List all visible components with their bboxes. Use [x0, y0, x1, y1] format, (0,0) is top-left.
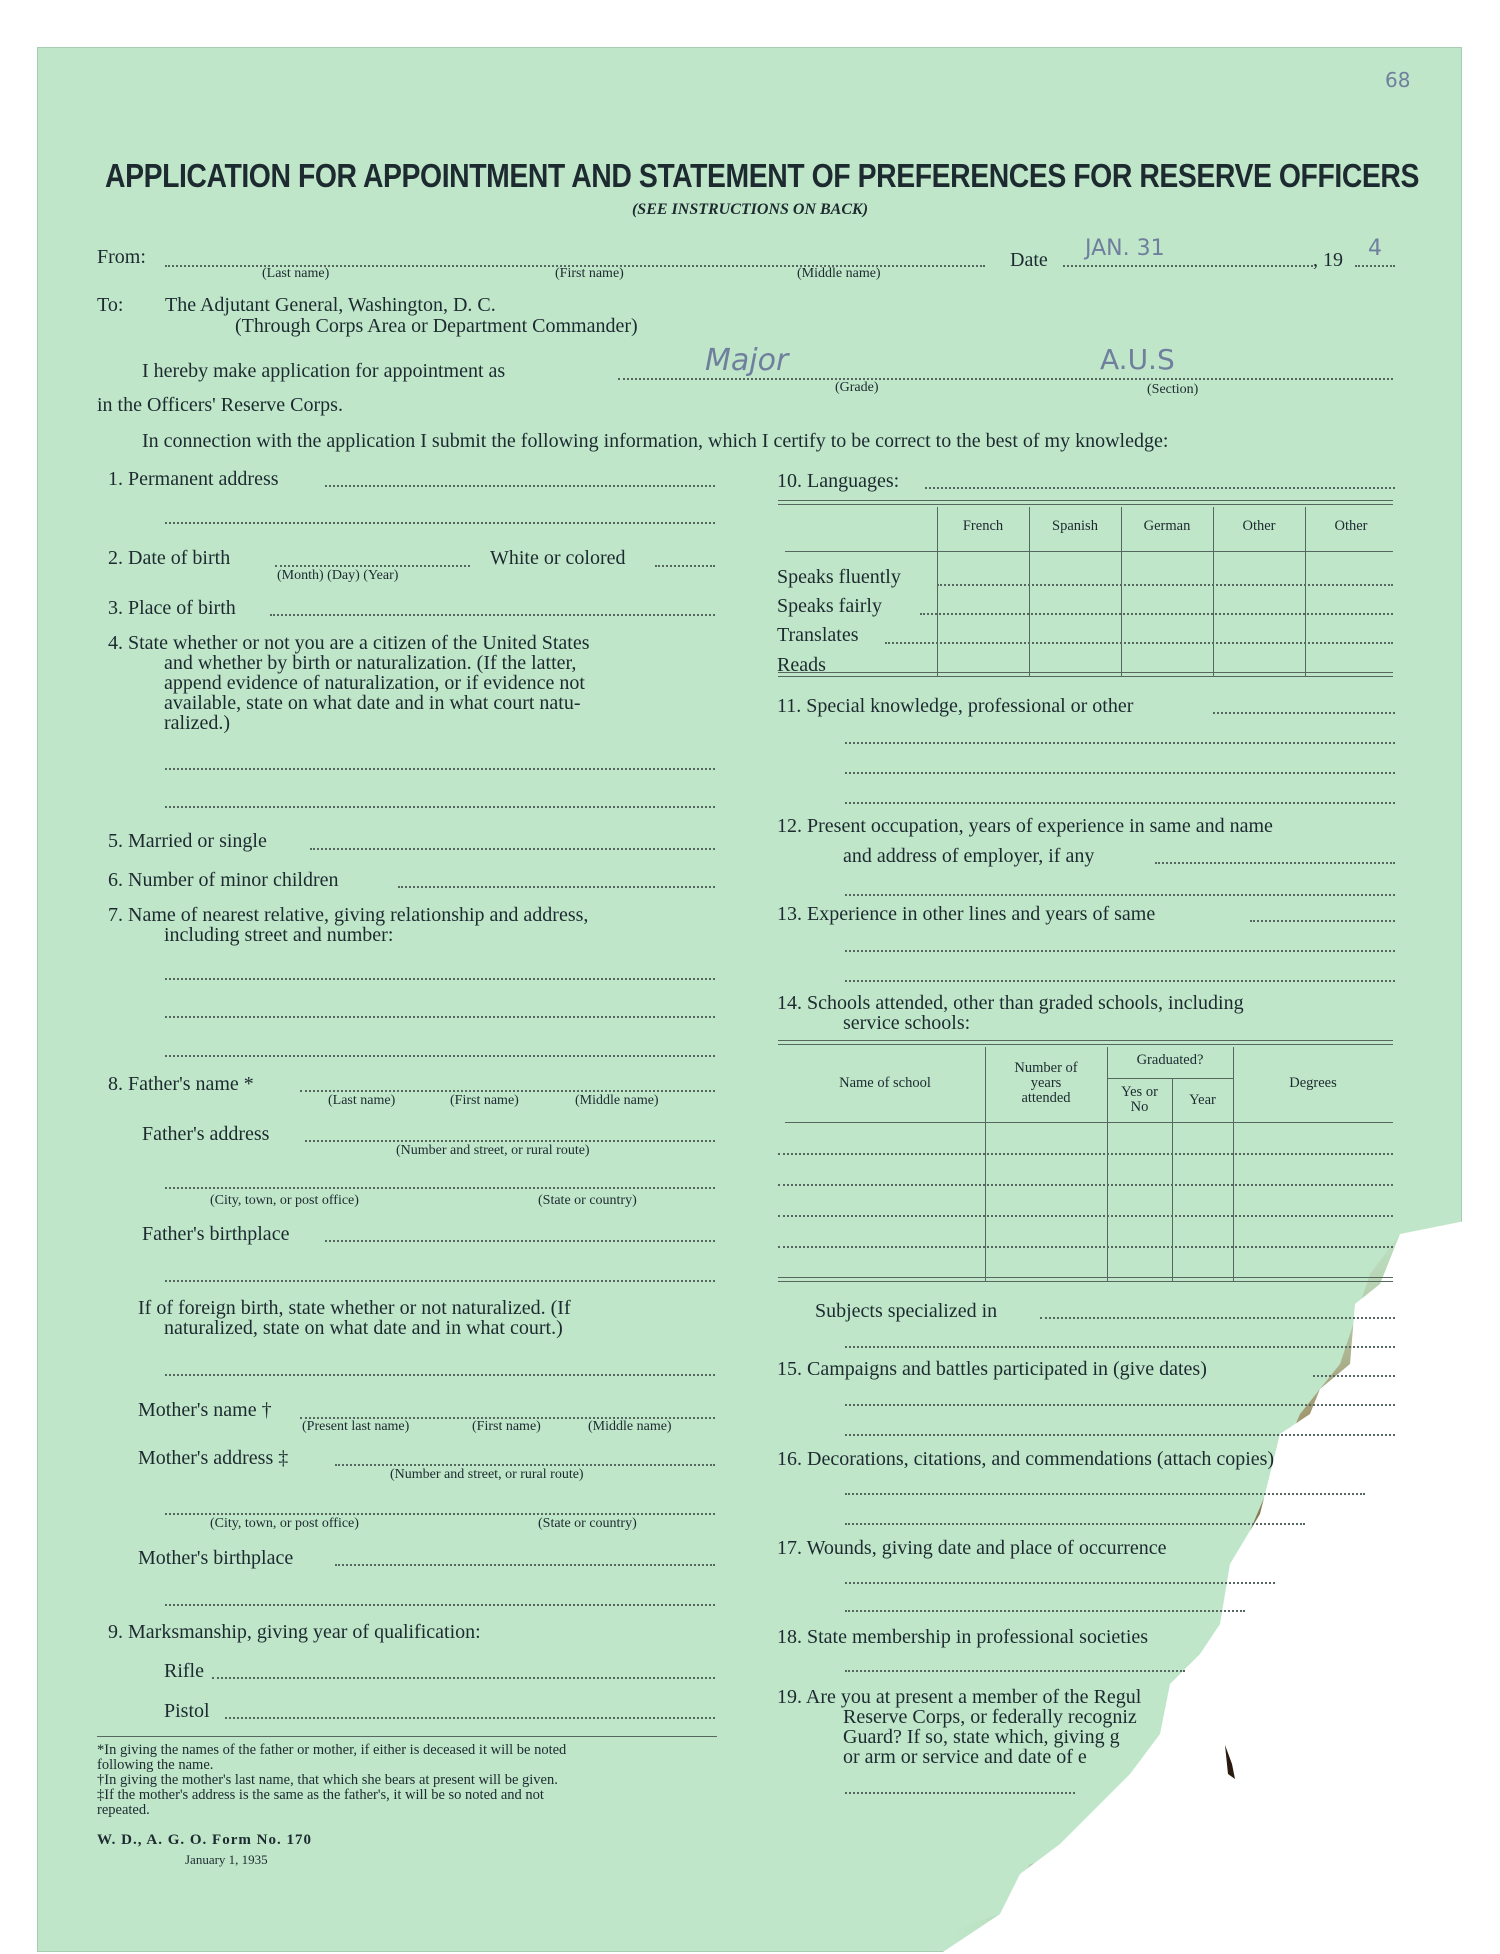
father-street-label: (Number and street, or rural route)	[396, 1143, 590, 1158]
lang-header-rule-2	[937, 551, 1393, 552]
school-table-bottom-rule	[778, 1277, 1393, 1282]
occupation-field-2[interactable]	[845, 894, 1395, 896]
naturalization-field[interactable]	[165, 1374, 715, 1376]
father-state-label: (State or country)	[538, 1193, 637, 1208]
q9-marksmanship: 9. Marksmanship, giving year of qualification:	[108, 1621, 481, 1643]
foreign-line-0: If of foreign birth, state whether or not naturalized. (If	[138, 1297, 571, 1319]
societies-field[interactable]	[845, 1670, 1185, 1672]
q4-line-0: 4. State whether or not you are a citizen of the United States	[108, 632, 590, 654]
date-field[interactable]	[1063, 265, 1313, 267]
lang-row-fluently: Speaks fluently	[777, 566, 901, 588]
form-title: APPLICATION FOR APPOINTMENT AND STATEMENT OF PREFERENCES FOR RESERVE OFFICERS	[105, 157, 1419, 194]
to-line1: The Adjutant General, Washington, D. C.	[165, 294, 496, 316]
children-field[interactable]	[398, 886, 715, 888]
fathers-address-label: Father's address	[142, 1123, 270, 1145]
grade-value: Major	[705, 343, 789, 378]
school-col-years-1: years	[1030, 1075, 1062, 1091]
form-date: January 1, 1935	[185, 1852, 268, 1867]
mother-street-label: (Number and street, or rural route)	[390, 1467, 584, 1482]
father-city-field[interactable]	[165, 1187, 715, 1189]
father-first-label: (First name)	[450, 1093, 519, 1108]
languages-field[interactable]	[925, 487, 1395, 489]
citizenship-field[interactable]	[165, 768, 715, 770]
dob-sublabel: (Month) (Day) (Year)	[277, 568, 399, 583]
q5-married-or-single: 5. Married or single	[108, 830, 267, 852]
subjects-specialized: Subjects specialized in	[815, 1300, 998, 1322]
year-field[interactable]	[1355, 265, 1395, 267]
lang-row-line[interactable]	[885, 642, 1393, 644]
footnote-0: *In giving the names of the father or mother, if either is deceased it will be noted	[97, 1742, 567, 1758]
year-value: 4	[1368, 236, 1382, 261]
date-label: Date	[1010, 249, 1048, 271]
footnote-2: †In giving the mother's last name, that which she bears at present will be given.	[97, 1772, 558, 1788]
lang-header-rule	[785, 551, 937, 552]
knowledge-field-2[interactable]	[845, 742, 1395, 744]
grade-label: (Grade)	[835, 380, 879, 395]
mother-state-label: (State or country)	[538, 1516, 637, 1531]
mothers-name-label: Mother's name †	[138, 1399, 272, 1421]
application-text: I hereby make application for appointment as	[142, 360, 506, 382]
occupation-field[interactable]	[1155, 862, 1395, 864]
subjects-field-2[interactable]	[845, 1346, 1395, 1348]
foreign-line-1: naturalized, state on what date and in what court.)	[164, 1317, 563, 1339]
mother-birthplace-field[interactable]	[335, 1564, 715, 1566]
q4-line-2: append evidence of naturalization, or if evidence not	[164, 672, 585, 694]
lang-col-other: Other	[1242, 518, 1276, 534]
marital-field[interactable]	[310, 848, 715, 850]
q19-line-2: Guard? If so, state which, giving g	[843, 1726, 1120, 1748]
experience-field-2[interactable]	[845, 950, 1395, 952]
q1-permanent-address: 1. Permanent address	[108, 468, 279, 490]
rifle-label: Rifle	[164, 1660, 204, 1682]
lang-col-spanish: Spanish	[1052, 518, 1098, 534]
section-label: (Section)	[1147, 382, 1199, 397]
last-name-label: (Last name)	[262, 266, 330, 281]
mother-middle-label: (Middle name)	[588, 1419, 672, 1434]
school-row[interactable]	[778, 1184, 1393, 1186]
section-value: A.U.S	[1100, 343, 1175, 376]
q12-line-1: and address of employer, if any	[843, 845, 1095, 867]
decorations-field[interactable]	[845, 1493, 1365, 1495]
q4-line-1: and whether by birth or naturalization. (If the latter,	[164, 652, 577, 674]
school-row[interactable]	[778, 1246, 1393, 1248]
mother-last-label: (Present last name)	[302, 1419, 410, 1434]
lang-table-bottom-rule	[778, 672, 1393, 677]
father-birthplace-field-2[interactable]	[165, 1280, 715, 1282]
q13-experience: 13. Experience in other lines and years of same	[777, 903, 1156, 925]
form-number: W. D., A. G. O. Form No. 170	[97, 1832, 312, 1848]
footnote-3: ‡If the mother's address is the same as the father's, it will be so noted and not	[97, 1787, 544, 1803]
lang-row-fairly: Speaks fairly	[777, 595, 882, 617]
q15-campaigns: 15. Campaigns and battles participated in (give dates)	[777, 1358, 1207, 1380]
father-middle-label: (Middle name)	[575, 1093, 659, 1108]
graduated-rule	[1107, 1078, 1233, 1079]
lang-row-line[interactable]	[920, 613, 1393, 615]
q10-languages: 10. Languages:	[777, 470, 900, 492]
q14-line-1: service schools:	[843, 1012, 971, 1034]
grade-section-field[interactable]	[618, 378, 1393, 380]
relative-field-3[interactable]	[165, 1055, 715, 1057]
race-field[interactable]	[655, 565, 715, 567]
q19-line-1: Reserve Corps, or federally recogniz	[843, 1706, 1137, 1728]
father-address-field[interactable]	[305, 1140, 715, 1142]
citizenship-field-2[interactable]	[165, 806, 715, 808]
q6-minor-children: 6. Number of minor children	[108, 869, 339, 891]
q17-wounds: 17. Wounds, giving date and place of occurrence	[777, 1537, 1167, 1559]
lang-table-top-rule	[778, 500, 1393, 505]
father-last-label: (Last name)	[328, 1093, 396, 1108]
place-of-birth-field[interactable]	[270, 614, 715, 616]
footnote-4: repeated.	[97, 1802, 150, 1818]
page-number: 68	[1385, 68, 1411, 92]
mother-city-label: (City, town, or post office)	[210, 1516, 359, 1531]
school-row[interactable]	[778, 1153, 1393, 1155]
decorations-field-2[interactable]	[845, 1523, 1305, 1525]
membership-field[interactable]	[845, 1792, 1075, 1794]
lang-col-german: German	[1143, 518, 1191, 534]
q7-line-1: including street and number:	[164, 924, 394, 946]
wounds-field-2[interactable]	[845, 1610, 1245, 1612]
mother-first-label: (First name)	[472, 1419, 541, 1434]
school-col-name: Name of school	[839, 1075, 931, 1091]
date-value: JAN. 31	[1085, 236, 1165, 261]
mother-address-field[interactable]	[335, 1464, 715, 1466]
q2-date-of-birth: 2. Date of birth	[108, 547, 231, 569]
q4-line-4: ralized.)	[164, 712, 231, 734]
rifle-field[interactable]	[212, 1677, 715, 1679]
school-col-years-2: attended	[1021, 1090, 1071, 1106]
dob-field[interactable]	[275, 565, 470, 567]
experience-field[interactable]	[1250, 920, 1395, 922]
school-header-rule	[785, 1122, 1393, 1123]
q8-fathers-name: 8. Father's name *	[108, 1073, 254, 1095]
campaigns-field-3[interactable]	[845, 1434, 1395, 1436]
knowledge-field-3[interactable]	[845, 772, 1395, 774]
father-name-field[interactable]	[300, 1090, 715, 1092]
knowledge-field[interactable]	[1213, 712, 1395, 714]
q3-place-of-birth: 3. Place of birth	[108, 597, 236, 619]
relative-field[interactable]	[165, 978, 715, 980]
school-row[interactable]	[778, 1215, 1393, 1217]
q4-line-3: available, state on what date and in what court natu-	[164, 692, 581, 714]
pistol-label: Pistol	[164, 1700, 210, 1722]
school-col-year: Year	[1189, 1092, 1216, 1108]
school-col-degrees: Degrees	[1289, 1075, 1337, 1091]
q18-societies: 18. State membership in professional societies	[777, 1626, 1149, 1648]
school-table-top-rule	[778, 1040, 1393, 1045]
experience-field-3[interactable]	[845, 980, 1395, 982]
lang-row-translates: Translates	[777, 624, 859, 646]
subjects-field[interactable]	[1040, 1317, 1395, 1319]
mother-birthplace-field-2[interactable]	[165, 1604, 715, 1606]
wounds-field[interactable]	[845, 1582, 1275, 1584]
middle-name-label: (Middle name)	[797, 266, 881, 281]
from-label: From:	[97, 246, 146, 268]
lang-col-french: French	[962, 518, 1004, 534]
lang-row-reads: Reads	[777, 654, 826, 676]
q12-line-0: 12. Present occupation, years of experience in same and name	[777, 815, 1273, 837]
q19-line-3: or arm or service and date of e	[843, 1746, 1087, 1768]
father-city-label: (City, town, or post office)	[210, 1193, 359, 1208]
school-col-years-0: Number of	[1014, 1060, 1078, 1076]
address-field-2[interactable]	[165, 522, 715, 524]
father-birthplace-field[interactable]	[325, 1240, 715, 1242]
year-prefix: , 19	[1313, 249, 1343, 271]
q19-line-0: 19. Are you at present a member of the Regul	[777, 1686, 1142, 1708]
mothers-birthplace-label: Mother's birthplace	[138, 1547, 294, 1569]
to-line2: (Through Corps Area or Department Commander)	[235, 315, 638, 337]
school-col-yes-or: Yes or	[1121, 1084, 1158, 1100]
pistol-field[interactable]	[225, 1717, 715, 1719]
q14-line-0: 14. Schools attended, other than graded schools, including	[777, 992, 1244, 1014]
school-col-graduated: Graduated?	[1136, 1052, 1204, 1068]
footnote-1: following the name.	[97, 1757, 214, 1773]
school-col-no: No	[1130, 1099, 1149, 1115]
form-subtitle: (SEE INSTRUCTIONS ON BACK)	[631, 201, 869, 218]
knowledge-field-4[interactable]	[845, 802, 1395, 804]
q2-white-or-colored: White or colored	[490, 547, 626, 569]
application-text-2: in the Officers' Reserve Corps.	[97, 394, 343, 416]
footnote-divider	[97, 1736, 717, 1737]
q11-special-knowledge: 11. Special knowledge, professional or other	[777, 695, 1134, 717]
q7-line-0: 7. Name of nearest relative, giving relationship and address,	[108, 904, 589, 926]
mothers-address-label: Mother's address ‡	[138, 1447, 289, 1469]
relative-field-2[interactable]	[165, 1016, 715, 1018]
campaigns-field-2[interactable]	[845, 1404, 1395, 1406]
mother-city-field[interactable]	[165, 1513, 715, 1515]
intro-text: In connection with the application I submit the following information, which I certify to be correct to the best of my knowledge:	[142, 430, 1169, 452]
first-name-label: (First name)	[555, 266, 624, 281]
q16-decorations: 16. Decorations, citations, and commendations (attach copies)	[777, 1448, 1275, 1470]
fathers-birthplace-label: Father's birthplace	[142, 1223, 290, 1245]
lang-col-other-2: Other	[1334, 518, 1368, 534]
campaigns-field[interactable]	[1313, 1375, 1395, 1377]
burn-damage	[940, 1214, 1500, 1954]
address-field[interactable]	[325, 485, 715, 487]
lang-row-line[interactable]	[937, 584, 1393, 586]
to-label: To:	[97, 294, 124, 316]
